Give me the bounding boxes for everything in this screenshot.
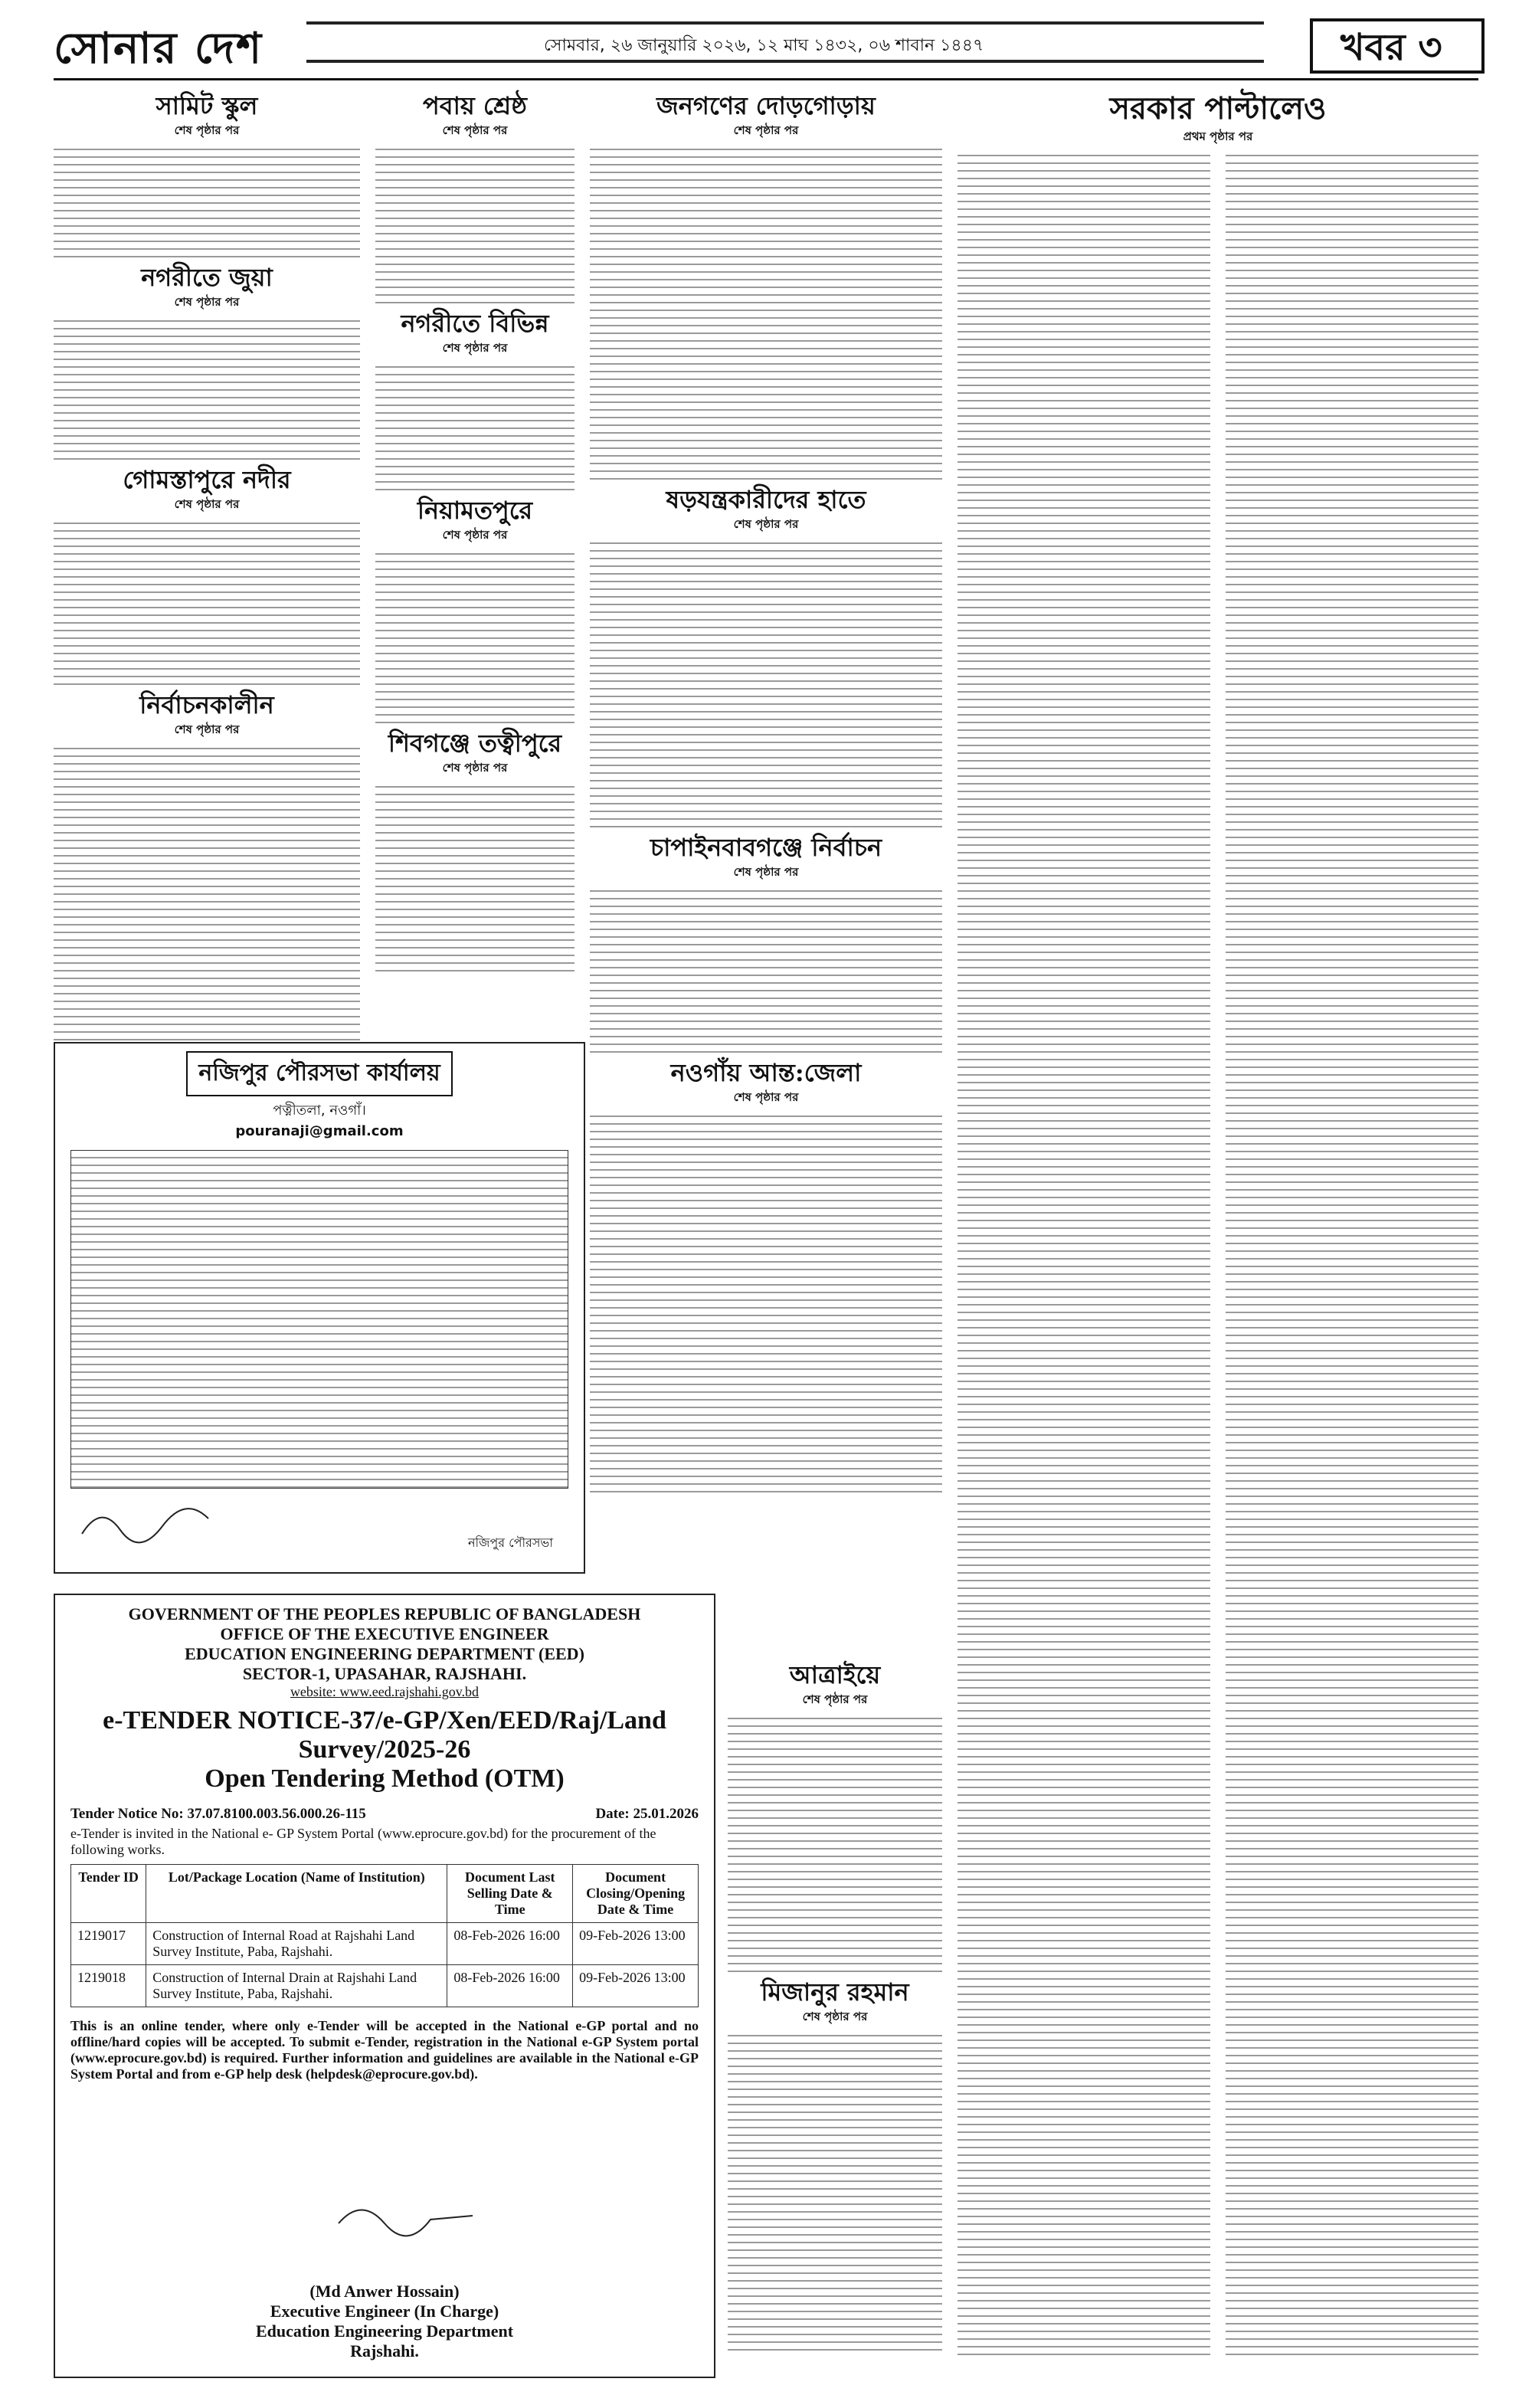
ad-title: নজিপুর পৌরসভা কার্যালয় <box>186 1051 452 1096</box>
article-body <box>375 547 574 723</box>
ad-email: pouranaji@gmail.com <box>235 1123 404 1139</box>
table-header: Lot/Package Location (Name of Institution) <box>146 1865 447 1923</box>
tender-method: Open Tendering Method (OTM) <box>205 1764 565 1793</box>
website-link[interactable]: website: www.eed.rajshahi.gov.bd <box>290 1684 480 1699</box>
article-body <box>958 149 1210 2355</box>
office-line: OFFICE OF THE EXECUTIVE ENGINEER <box>220 1624 549 1643</box>
article-body <box>375 360 574 490</box>
masthead <box>54 15 1478 77</box>
article-body <box>1226 149 1478 2355</box>
kicker: শেষ পৃষ্ঠার পর <box>802 2010 868 2023</box>
tender-footnote: This is an online tender, where only e-Tender will be accepted in the National e-GP portal and no offline/hard copies will be accepted. To submit e-Tender, registration in the National e-GP System portal (www.eprocure.gov.bd) is required. Further information and guidelines are available in the National e-GP System Portal and from e-GP help desk (helpdesk@eprocure.gov.bd). <box>70 2018 699 2082</box>
headline: পবায় শ্রেষ্ঠ <box>423 91 527 120</box>
kicker: শেষ পৃষ্ঠার পর <box>442 341 508 355</box>
lot-location: Construction of Internal Road at Rajshahi Land Survey Institute, Paba, Rajshahi. <box>146 1923 447 1965</box>
signature-mark <box>78 1496 231 1549</box>
header-rule <box>306 60 1264 63</box>
invite-text: e-Tender is invited in the National e- GP System Portal (www.eprocure.gov.bd) for the procurement of the following works. <box>70 1826 656 1857</box>
article-body <box>590 884 942 1053</box>
table-header: Tender ID <box>71 1865 146 1923</box>
article-body <box>54 314 360 460</box>
column-1 <box>54 86 360 1028</box>
kicker: শেষ পৃষ্ঠার পর <box>802 1692 868 1706</box>
municipality-notice-ad <box>54 1042 585 1574</box>
article-body <box>590 143 942 480</box>
headline: চাপাইনবাবগঞ্জে নির্বাচন <box>650 833 882 862</box>
article-columns <box>958 149 1478 2355</box>
table-header: Document Last Selling Date & Time <box>447 1865 573 1923</box>
signer-city: Rajshahi. <box>350 2341 419 2360</box>
kicker: শেষ পৃষ্ঠার পর <box>733 123 799 137</box>
column-4 <box>958 86 1478 2377</box>
headline: জনগণের দোড়গোড়ায় <box>656 91 876 120</box>
kicker: শেষ পৃষ্ঠার পর <box>733 865 799 879</box>
kicker: শেষ পৃষ্ঠার পর <box>174 123 240 137</box>
article-body <box>590 536 942 827</box>
tender-id: 1219018 <box>71 1965 146 2007</box>
headline: নওগাঁয় আন্ত:জেলা <box>670 1058 862 1087</box>
selling-date: 08-Feb-2026 16:00 <box>447 1923 573 1965</box>
article-body <box>728 1712 942 1972</box>
signature <box>331 2193 484 2246</box>
signer-name: (Md Anwer Hossain) <box>309 2282 460 2301</box>
headline: ষড়যন্ত্রকারীদের হাতে <box>666 485 866 514</box>
table-header: Document Closing/Opening Date & Time <box>573 1865 699 1923</box>
kicker: শেষ পৃষ্ঠার পর <box>733 517 799 531</box>
selling-date: 08-Feb-2026 16:00 <box>447 1965 573 2007</box>
headline: নিয়ামতপুরে <box>417 496 533 525</box>
headline: মিজানুর রহমান <box>761 1977 909 2007</box>
table-header-row <box>71 1865 699 1923</box>
ad-table <box>70 1150 568 1489</box>
headline: সামিট স্কুল <box>155 91 258 120</box>
masthead-divider <box>54 78 1478 80</box>
etender-notice-ad <box>54 1594 715 2378</box>
gov-line: GOVERNMENT OF THE PEOPLES REPUBLIC OF BANGLADESH <box>128 1604 641 1623</box>
signer-dept: Education Engineering Department <box>255 2321 514 2341</box>
column-2 <box>375 86 574 1028</box>
kicker: প্রথম পৃষ্ঠার পর <box>1183 129 1253 143</box>
kicker: শেষ পৃষ্ঠার পর <box>442 528 508 542</box>
column-3-lower <box>728 1655 942 2375</box>
article-body <box>728 2029 942 2351</box>
closing-date: 09-Feb-2026 13:00 <box>573 1965 699 2007</box>
ad-subtitle: পত্নীতলা, নওগাঁ। <box>273 1102 366 1119</box>
kicker: শেষ পৃষ্ঠার পর <box>733 1090 799 1104</box>
signer-title: Executive Engineer (In Charge) <box>270 2302 499 2321</box>
article-body <box>54 516 360 685</box>
kicker: শেষ পৃষ্ঠার পর <box>174 497 240 511</box>
headline: সরকার পাল্টালেও <box>1109 90 1327 126</box>
article-body <box>375 143 574 303</box>
notice-title: e-TENDER NOTICE-37/e-GP/Xen/EED/Raj/Land Survey/2025-26 <box>103 1706 666 1764</box>
signature <box>78 1496 231 1549</box>
table-row <box>71 1923 699 1965</box>
closing-date: 09-Feb-2026 13:00 <box>573 1923 699 1965</box>
ad-signature-org: নজিপুর পৌরসভা <box>467 1535 553 1550</box>
kicker: শেষ পৃষ্ঠার পর <box>442 123 508 137</box>
headline: আত্রাইয়ে <box>789 1660 881 1689</box>
kicker: শেষ পৃষ্ঠার পর <box>442 761 508 775</box>
headline: শিবগঞ্জে তত্বীপুরে <box>388 729 562 758</box>
signer-block <box>55 2282 714 2361</box>
article-body <box>590 1109 942 1492</box>
headline: গোমস্তাপুরে নদীর <box>123 465 291 494</box>
tender-id: 1219017 <box>71 1923 146 1965</box>
date-line: সোমবার, ২৬ জানুয়ারি ২০২৬, ১২ মাঘ ১৪৩২, ০৬ শাবান ১৪৪৭ <box>544 36 984 55</box>
notice-date: Date: 25.01.2026 <box>595 1806 699 1822</box>
headline: নির্বাচনকালীন <box>139 690 274 719</box>
signature-mark <box>331 2193 484 2246</box>
location-line: SECTOR-1, UPASAHAR, RAJSHAHI. <box>242 1664 527 1683</box>
headline: নগরীতে বিভিন্ন <box>401 309 549 338</box>
dept-line: EDUCATION ENGINEERING DEPARTMENT (EED) <box>185 1644 584 1663</box>
kicker: শেষ পৃষ্ঠার পর <box>174 295 240 309</box>
header-rule <box>306 21 1264 25</box>
kicker: শেষ পৃষ্ঠার পর <box>174 722 240 736</box>
article-body <box>54 742 360 1071</box>
article-body <box>375 780 574 971</box>
paper-name: সোনার দেশ <box>54 23 264 74</box>
headline: নগরীতে জুয়া <box>141 263 273 292</box>
notice-meta <box>70 1806 699 1823</box>
lot-location: Construction of Internal Drain at Rajshahi Land Survey Institute, Paba, Rajshahi. <box>146 1965 447 2007</box>
section-label: খবর ৩ <box>1340 26 1442 69</box>
tender-table <box>70 1864 699 2007</box>
article-body <box>54 143 360 257</box>
notice-number: Tender Notice No: 37.07.8100.003.56.000.26-115 <box>70 1806 366 1822</box>
table-row <box>71 1965 699 2007</box>
column-3 <box>590 86 942 1580</box>
